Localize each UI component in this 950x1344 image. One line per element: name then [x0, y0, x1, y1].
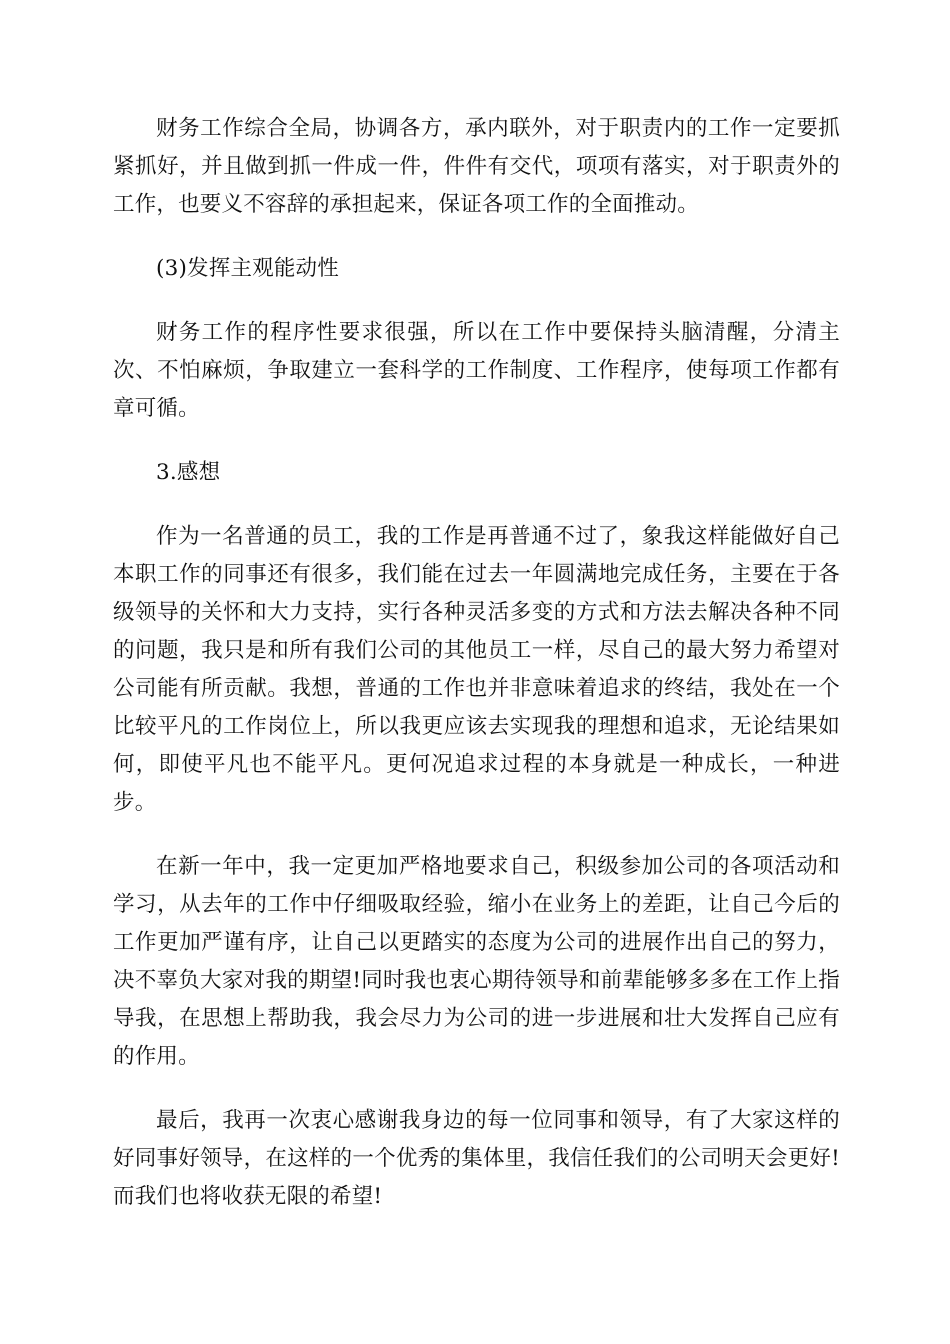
paragraph-reflections: 作为一名普通的员工，我的工作是再普通不过了，象我这样能做好自己本职工作的同事还有很多，我们能在过去一年圆满地完成任务，主要在于各级领导的关怀和大力支持，实行各种灵活多变的方式和方法去解决各种不同的问题，我只是和所有我们公司的其他员工一样，尽自己的最大努力希望对公司能有所贡献。我想，普通的工作也并非意味着追求的终结，我处在一个比较平凡的工作岗位上，所以我更应该去实现我的理想和追求，无论结果如何，即使平凡也不能平凡。更何况追求过程的本身就是一种成长，一种进步。: [113, 524, 840, 815]
section-heading-initiative: (3)发挥主观能动性: [156, 256, 339, 281]
paragraph-closing-thanks: 最后，我再一次衷心感谢我身边的每一位同事和领导，有了大家这样的好同事好领导，在这样的一个优秀的集体里，我信任我们的公司明天会更好!而我们也将收获无限的希望!: [113, 1108, 840, 1209]
paragraph-finance-coordination: 财务工作综合全局，协调各方，承内联外，对于职责内的工作一定要抓紧抓好，并且做到抓一件成一件，件件有交代，项项有落实，对于职责外的工作，也要义不容辞的承担起来，保证各项工作的全面推动。: [113, 116, 840, 217]
section-heading-reflections: 3.感想: [156, 460, 221, 485]
document-body: [113, 110, 840, 1242]
paragraph-new-year-goals: 在新一年中，我一定更加严格地要求自己，积级参加公司的各项活动和学习，从去年的工作中仔细吸取经验，缩小在业务上的差距，让自己今后的工作更加严谨有序，让自己以更踏实的态度为公司的进展作出自己的努力，决不辜负大家对我的期望!同时我也衷心期待领导和前辈能够多多在工作上指导我，在思想上帮助我，我会尽力为公司的进一步进展和壮大发挥自己应有的作用。: [113, 854, 840, 1069]
paragraph-procedures: 财务工作的程序性要求很强，所以在工作中要保持头脑清醒，分清主次、不怕麻烦，争取建立一套科学的工作制度、工作程序，使每项工作都有章可循。: [113, 320, 840, 421]
